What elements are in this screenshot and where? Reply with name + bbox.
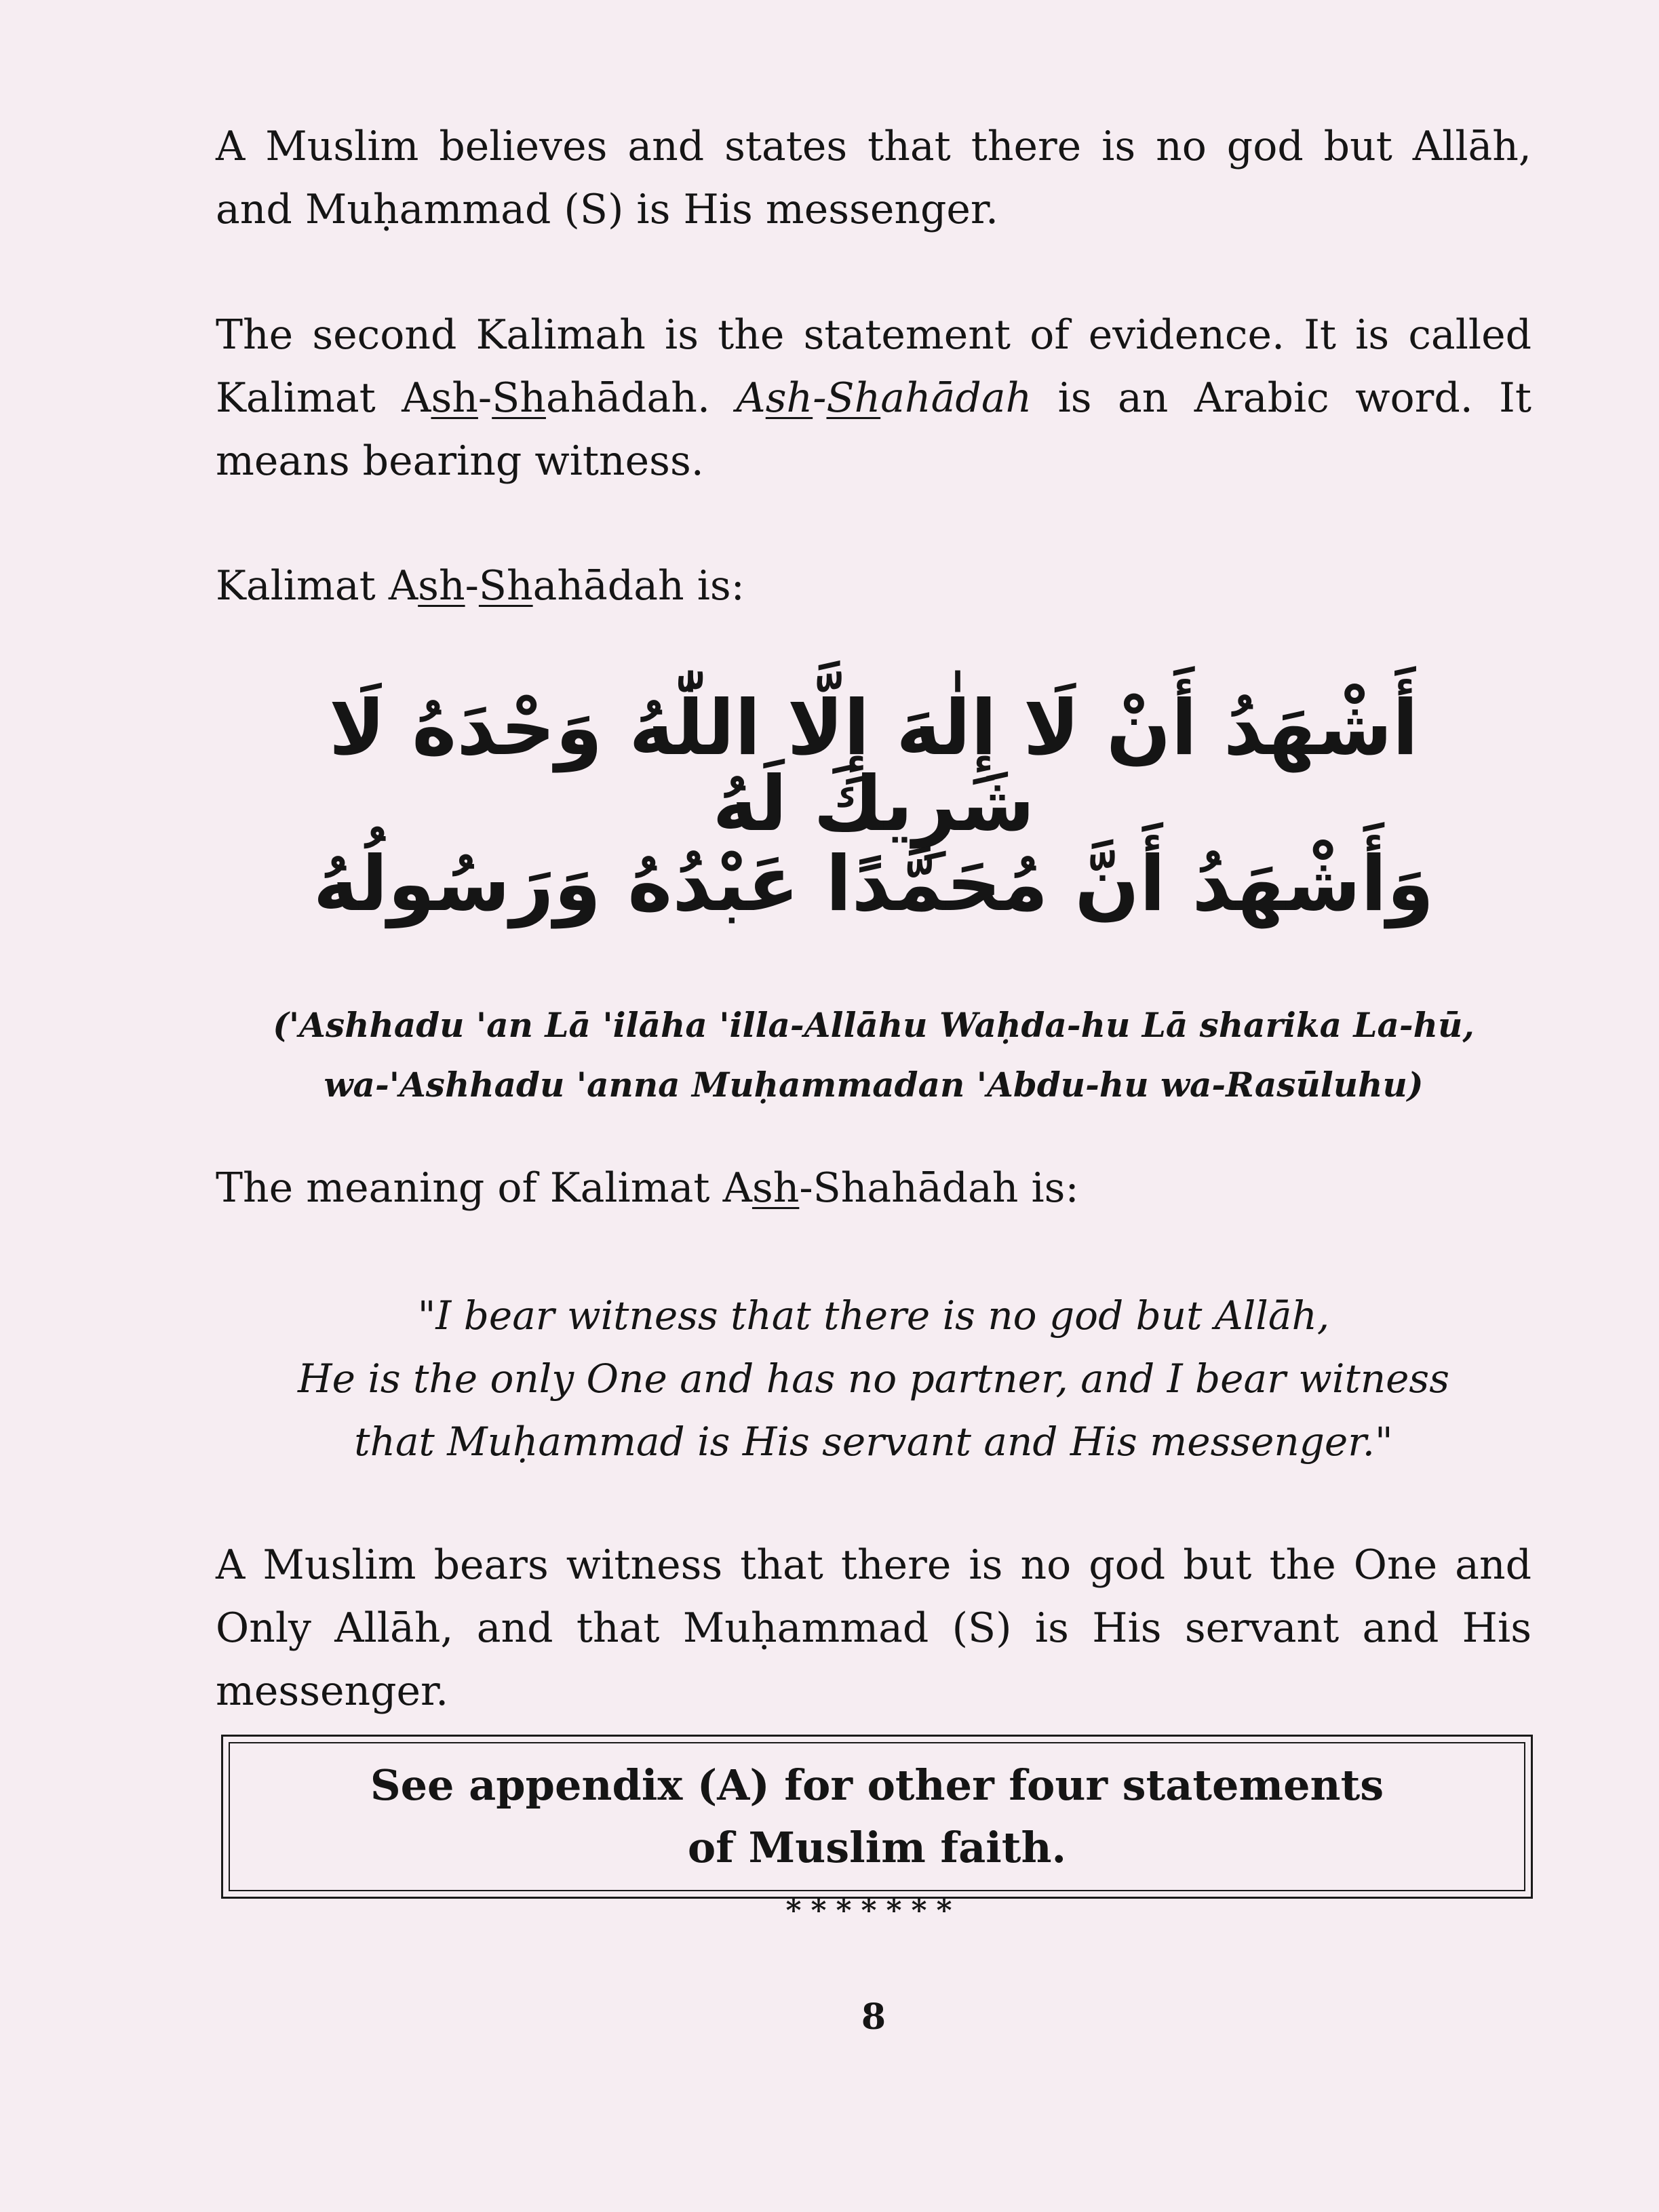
arabic-line-2: وَأَشْهَدُ أَنَّ مُحَمَّدًا عَبْدُهُ وَرَسُولُهُ [313,840,1434,928]
meaning-line-1: "I bear witness that there is no god but Allāh, [417,1292,1330,1339]
p2-hyphen: - [477,374,492,422]
paragraph-bears-witness [216,1534,1531,1723]
paragraph-second-kalimah [216,304,1531,493]
p4-text-c: Shahādah is: [813,1164,1079,1212]
p4-text-a: The meaning of Kalimat A [216,1164,752,1212]
p2-text-c: ahādah. [545,374,737,422]
p3-underline-sh: sh [418,562,465,610]
p2-underline-sh2: Sh [492,374,546,422]
paragraph-kalimat-intro [216,555,1531,618]
meaning-line-2: He is the only One and has no partner, and I bear witness [298,1356,1449,1402]
p3-text-c: ahādah is: [532,562,745,610]
p3-underline-sh2: Sh [478,562,533,610]
meaning-line-3: that Muḥammad is His servant and His messenger." [354,1419,1393,1465]
meaning-quote [216,1284,1531,1474]
p2-italic-sh2: Sh [826,374,881,422]
p2-text-a: The second Kalimah is the statement of evidence. It is called Kalimat A [216,311,1531,422]
paragraph-belief [216,115,1531,241]
p3-text-a: Kalimat A [216,562,418,610]
p2-italic-a: A [736,374,766,422]
p2-italic-c: ahādah [880,374,1032,422]
p2-text-d: is an Arabic word. It means bearing witness. [216,374,1531,485]
transliteration-line-1: ('Ashhadu 'an Lā 'ilāha 'illa-Allāhu Waḥda-hu Lā sharika La-hū, [273,1005,1475,1045]
appendix-note-text: See appendix (A) for other four statements of Muslim faith. [370,1760,1384,1872]
transliteration-line-2: wa-'Ashhadu 'anna Muḥammadan 'Abdu-hu wa-Rasūluhu) [324,1065,1424,1105]
p2-italic-hyphen: - [813,374,827,422]
paragraph-bears-witness-text: A Muslim bears witness that there is no god but the One and Only Allāh, and that Muḥammad (S) is His servant and His messenger. [216,1541,1531,1715]
page-number: 8 [861,1996,886,2038]
arabic-line-1: أَشْهَدُ أَنْ لَا إِلٰهَ إِلَّا اللّٰهُ وَحْدَهُ لَا شَرِيكَ لَهُ [328,684,1419,848]
paragraph-meaning-intro [216,1157,1531,1220]
p4-hyphen: - [799,1164,813,1212]
paragraph-belief-text: A Muslim believes and states that there is no god but Allāh, and Muḥammad (S) is His messenger. [216,123,1531,233]
transliteration [216,995,1531,1115]
section-separator: ******* [785,1893,962,1928]
appendix-note-box [221,1735,1533,1899]
p3-hyphen: - [465,562,479,610]
p4-underline-sh: sh [752,1164,800,1212]
p2-italic-sh: sh [765,374,813,422]
p2-underline-sh: sh [431,374,478,422]
